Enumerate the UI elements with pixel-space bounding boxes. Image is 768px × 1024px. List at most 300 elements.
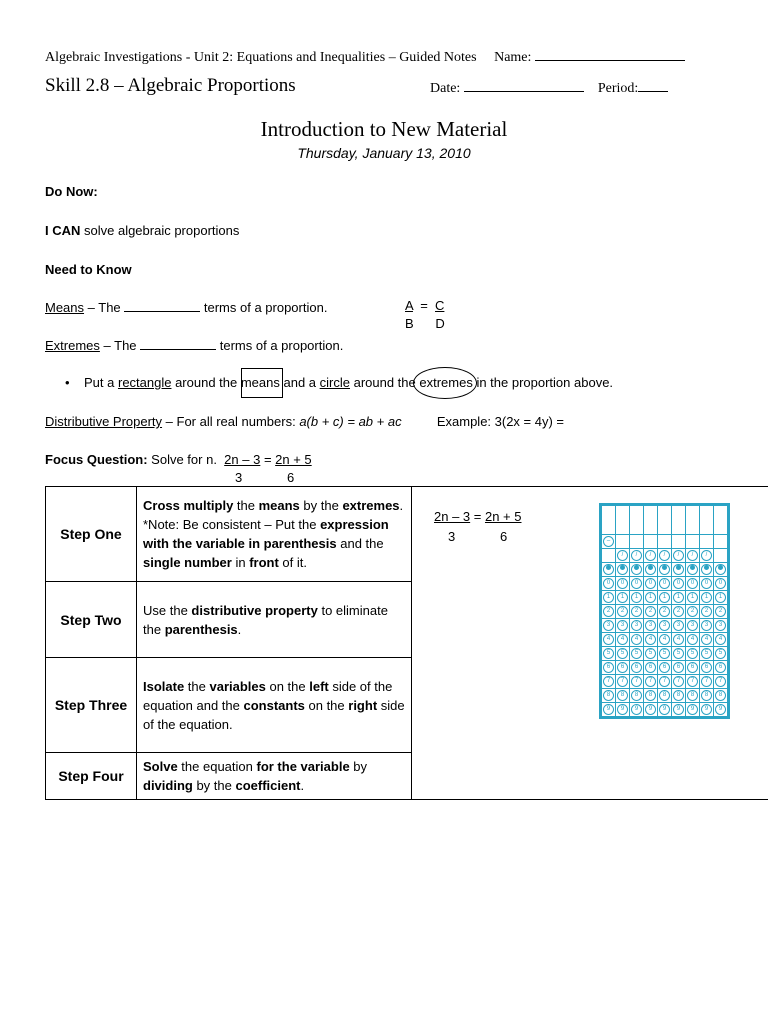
digit-bubble: 5 — [701, 648, 712, 659]
grid-cell[interactable] — [616, 535, 630, 549]
grid-cell[interactable] — [616, 549, 630, 563]
grid-cell[interactable] — [686, 633, 700, 647]
digit-bubble: 5 — [659, 648, 670, 659]
grid-cell[interactable] — [616, 605, 630, 619]
distributive-property — [45, 414, 564, 429]
grid-cell[interactable] — [714, 647, 728, 661]
means-post: terms of a proportion. — [200, 300, 328, 315]
digit-bubble: 3 — [659, 620, 670, 631]
grid-decimal-row — [602, 563, 728, 577]
grid-cell[interactable] — [616, 661, 630, 675]
digit-bubble: 9 — [617, 704, 628, 715]
grid-cell[interactable] — [630, 619, 644, 633]
grid-cell[interactable] — [630, 605, 644, 619]
step-three-label: Step Three — [46, 658, 137, 753]
digit-bubble: 7 — [603, 676, 614, 687]
grid-cell[interactable] — [602, 591, 616, 605]
grid-cell[interactable] — [700, 703, 714, 717]
grid-cell[interactable] — [630, 577, 644, 591]
digit-bubble: 6 — [701, 662, 712, 673]
i-can — [45, 223, 239, 238]
focus-label: Focus Question: — [45, 452, 148, 467]
grid-cell[interactable] — [644, 563, 658, 577]
distributive-example: Example: 3(2x = 4y) = — [436, 414, 565, 429]
grid-cell[interactable] — [616, 703, 630, 717]
digit-bubble: 9 — [631, 704, 642, 715]
grid-cell[interactable] — [686, 703, 700, 717]
name-field[interactable] — [535, 47, 685, 61]
grid-digit-row — [602, 591, 728, 605]
digit-bubble: 0 — [645, 578, 656, 589]
grid-cell[interactable] — [700, 661, 714, 675]
grid-cell[interactable] — [658, 549, 672, 563]
grid-digit-row — [602, 689, 728, 703]
grid-cell[interactable] — [700, 577, 714, 591]
decimal-bubble — [687, 564, 698, 575]
focus-equals: = — [260, 452, 276, 467]
digit-bubble: 2 — [659, 606, 670, 617]
grid-cell[interactable] — [644, 591, 658, 605]
digit-bubble: 5 — [617, 648, 628, 659]
grid-cell[interactable] — [714, 591, 728, 605]
grid-digit-row — [602, 675, 728, 689]
grid-cell[interactable] — [658, 675, 672, 689]
i-can-text: solve algebraic proportions — [80, 223, 240, 238]
grid-cell[interactable] — [644, 577, 658, 591]
step-one-label: Step One — [46, 487, 137, 582]
grid-cell[interactable] — [602, 633, 616, 647]
work-equals: = — [470, 509, 485, 524]
grid-cell[interactable] — [602, 703, 616, 717]
slash-bubble: / — [645, 550, 656, 561]
grid-cell[interactable] — [658, 647, 672, 661]
focus-denominator-left: 3 — [235, 470, 243, 485]
work-denominator-left: 3 — [448, 529, 456, 544]
grid-cell[interactable] — [630, 675, 644, 689]
grid-cell[interactable] — [672, 605, 686, 619]
step-two-label: Step Two — [46, 582, 137, 658]
digit-bubble: 9 — [715, 704, 726, 715]
grid-digit-row — [602, 647, 728, 661]
grid-cell[interactable] — [644, 661, 658, 675]
grid-entry-row — [602, 506, 728, 535]
bullet-dot: • — [65, 375, 70, 390]
decimal-bubble — [673, 564, 684, 575]
digit-bubble: 7 — [701, 676, 712, 687]
grid-cell[interactable] — [672, 633, 686, 647]
grid-cell[interactable] — [616, 675, 630, 689]
grid-cell[interactable] — [700, 689, 714, 703]
digit-bubble: 7 — [617, 676, 628, 687]
digit-bubble: 6 — [617, 662, 628, 673]
date-field[interactable] — [464, 79, 584, 92]
digit-bubble: 8 — [687, 690, 698, 701]
digit-bubble: 8 — [603, 690, 614, 701]
page-title: Introduction to New Material — [260, 117, 508, 141]
digit-bubble: 2 — [687, 606, 698, 617]
grid-cell[interactable] — [616, 563, 630, 577]
digit-bubble: 5 — [715, 648, 726, 659]
digit-bubble: 0 — [603, 578, 614, 589]
grid-cell[interactable] — [700, 675, 714, 689]
grid-cell[interactable] — [602, 605, 616, 619]
digit-bubble: 4 — [603, 634, 614, 645]
slash-bubble: / — [631, 550, 642, 561]
grid-cell[interactable] — [714, 703, 728, 717]
digit-bubble: 8 — [701, 690, 712, 701]
grid-digit-row — [602, 605, 728, 619]
grid-cell[interactable] — [658, 535, 672, 549]
grid-digit-row — [602, 619, 728, 633]
focus-text: Solve for n. — [147, 452, 217, 467]
grid-cell[interactable] — [672, 703, 686, 717]
work-numerator-right: 2n + 5 — [484, 509, 522, 524]
decimal-bubble — [603, 564, 614, 575]
grid-cell[interactable] — [602, 535, 616, 549]
course-title: Algebraic Investigations - Unit 2: Equations and Inequalities – Guided Notes — [45, 50, 477, 65]
grid-cell[interactable] — [686, 605, 700, 619]
slash-bubble: / — [673, 550, 684, 561]
ratio-top: A = C — [405, 298, 445, 313]
extremes-post: terms of a proportion. — [216, 338, 344, 353]
grid-cell[interactable] — [630, 661, 644, 675]
grid-cell[interactable] — [644, 675, 658, 689]
grid-cell[interactable] — [616, 577, 630, 591]
grid-cell[interactable] — [658, 661, 672, 675]
digit-bubble: 9 — [659, 704, 670, 715]
digit-bubble: 8 — [617, 690, 628, 701]
digit-bubble: 0 — [701, 578, 712, 589]
digit-bubble: 4 — [645, 634, 656, 645]
digit-bubble: 3 — [631, 620, 642, 631]
digit-bubble: 2 — [645, 606, 656, 617]
grid-cell[interactable] — [714, 689, 728, 703]
grid-cell[interactable] — [602, 506, 616, 535]
bullet-text-a: Put a — [84, 375, 118, 390]
grid-cell[interactable] — [700, 549, 714, 563]
grid-cell[interactable] — [616, 647, 630, 661]
distributive-text: – For all real numbers: — [162, 414, 300, 429]
rectangle-word: rectangle — [117, 375, 172, 390]
grid-cell[interactable] — [658, 619, 672, 633]
grid-cell[interactable] — [700, 647, 714, 661]
grid-cell[interactable] — [658, 591, 672, 605]
digit-bubble: 4 — [631, 634, 642, 645]
digit-bubble: 4 — [715, 634, 726, 645]
grid-cell[interactable] — [630, 506, 644, 535]
digit-bubble: 1 — [687, 592, 698, 603]
digit-bubble: 1 — [603, 592, 614, 603]
work-numerator-left: 2n – 3 — [434, 509, 471, 524]
grid-cell[interactable] — [686, 591, 700, 605]
grid-cell[interactable] — [672, 689, 686, 703]
digit-bubble: 8 — [673, 690, 684, 701]
need-to-know: Need to Know — [45, 262, 132, 277]
digit-bubble: 6 — [673, 662, 684, 673]
grid-cell[interactable] — [630, 591, 644, 605]
grid-cell[interactable] — [686, 675, 700, 689]
step-two-text: Use the distributive property to eliminate the parenthesis. — [137, 582, 412, 658]
digit-bubble: 7 — [687, 676, 698, 687]
grid-cell[interactable] — [644, 549, 658, 563]
focus-denominator-right: 6 — [287, 470, 295, 485]
bullet-instruction — [65, 375, 613, 390]
focus-question — [45, 452, 312, 467]
grid-cell[interactable] — [672, 591, 686, 605]
digit-bubble: 4 — [687, 634, 698, 645]
decimal-bubble — [631, 564, 642, 575]
grid-cell[interactable] — [602, 647, 616, 661]
digit-bubble: 9 — [603, 704, 614, 715]
grid-cell[interactable] — [630, 633, 644, 647]
grid-cell[interactable] — [686, 563, 700, 577]
grid-cell[interactable] — [714, 605, 728, 619]
grid-cell[interactable] — [644, 689, 658, 703]
digit-bubble: 2 — [715, 606, 726, 617]
slash-bubble: / — [659, 550, 670, 561]
proportion-example — [405, 298, 455, 331]
grid-digit-row — [602, 703, 728, 717]
answer-grid-table — [601, 505, 728, 717]
grid-cell[interactable] — [644, 633, 658, 647]
grid-cell[interactable] — [686, 549, 700, 563]
grid-cell[interactable] — [686, 689, 700, 703]
ratio-bottom: B D — [405, 316, 445, 331]
digit-bubble: 7 — [659, 676, 670, 687]
focus-numerator-left: 2n – 3 — [224, 452, 261, 467]
digit-bubble: 6 — [631, 662, 642, 673]
distributive-formula: a(b + c) = ab + ac — [299, 414, 402, 429]
grid-cell[interactable] — [700, 591, 714, 605]
digit-bubble: 8 — [715, 690, 726, 701]
distributive-term: Distributive Property — [45, 414, 163, 429]
digit-bubble: 2 — [617, 606, 628, 617]
grid-cell[interactable] — [644, 506, 658, 535]
grid-cell[interactable] — [672, 661, 686, 675]
digit-bubble: 0 — [673, 578, 684, 589]
grid-cell[interactable] — [714, 661, 728, 675]
grid-cell[interactable] — [672, 549, 686, 563]
grid-cell[interactable] — [644, 703, 658, 717]
grid-cell[interactable] — [686, 506, 700, 535]
grid-cell[interactable] — [658, 577, 672, 591]
grid-cell[interactable] — [672, 619, 686, 633]
grid-cell[interactable] — [672, 577, 686, 591]
extremes-definition — [45, 338, 343, 353]
digit-bubble: 1 — [715, 592, 726, 603]
slash-bubble: / — [701, 550, 712, 561]
focus-numerator-right: 2n + 5 — [275, 452, 312, 467]
circle-word: circle — [319, 375, 350, 390]
digit-bubble: 5 — [687, 648, 698, 659]
digit-bubble: 6 — [687, 662, 698, 673]
grid-cell[interactable] — [700, 605, 714, 619]
grid-digit-row — [602, 661, 728, 675]
digit-bubble: 5 — [631, 648, 642, 659]
digit-bubble: 6 — [645, 662, 656, 673]
digit-bubble: 0 — [617, 578, 628, 589]
work-equation — [434, 509, 522, 524]
grid-cell[interactable] — [686, 535, 700, 549]
digit-bubble: 1 — [673, 592, 684, 603]
digit-bubble: 5 — [673, 648, 684, 659]
grid-cell[interactable] — [630, 563, 644, 577]
grid-cell[interactable] — [686, 619, 700, 633]
grid-cell[interactable] — [700, 619, 714, 633]
digit-bubble: 3 — [715, 620, 726, 631]
digit-bubble: 3 — [617, 620, 628, 631]
decimal-bubble — [617, 564, 628, 575]
step-four-label: Step Four — [46, 753, 137, 800]
grid-cell[interactable] — [630, 689, 644, 703]
grid-cell[interactable] — [700, 506, 714, 535]
grid-cell[interactable] — [686, 577, 700, 591]
digit-bubble: 3 — [645, 620, 656, 631]
slash-bubble: / — [617, 550, 628, 561]
digit-bubble: 9 — [701, 704, 712, 715]
grid-cell[interactable] — [644, 647, 658, 661]
date-period — [430, 79, 668, 97]
digit-bubble: 7 — [631, 676, 642, 687]
digit-bubble: 3 — [603, 620, 614, 631]
grid-cell[interactable] — [714, 633, 728, 647]
grid-cell[interactable] — [658, 689, 672, 703]
grid-cell[interactable] — [714, 563, 728, 577]
digit-bubble: 0 — [687, 578, 698, 589]
grid-cell[interactable] — [630, 535, 644, 549]
grid-cell[interactable] — [672, 506, 686, 535]
digit-bubble: 1 — [701, 592, 712, 603]
grid-cell[interactable] — [602, 675, 616, 689]
digit-bubble: 0 — [715, 578, 726, 589]
digit-bubble: 3 — [701, 620, 712, 631]
grid-cell[interactable] — [602, 689, 616, 703]
period-label: Period: — [597, 81, 639, 96]
grid-cell[interactable] — [714, 506, 728, 535]
grid-cell[interactable] — [714, 675, 728, 689]
period-field[interactable] — [638, 79, 668, 92]
minus-bubble: – — [603, 536, 614, 547]
grid-cell[interactable] — [616, 633, 630, 647]
digit-bubble: 7 — [645, 676, 656, 687]
digit-bubble: 9 — [673, 704, 684, 715]
grid-cell[interactable] — [672, 647, 686, 661]
grid-minus-row — [602, 535, 728, 549]
answer-grid[interactable] — [599, 503, 730, 719]
digit-bubble: 4 — [701, 634, 712, 645]
digit-bubble: 5 — [645, 648, 656, 659]
digit-bubble: 9 — [687, 704, 698, 715]
decimal-bubble — [701, 564, 712, 575]
grid-cell[interactable] — [714, 619, 728, 633]
do-now: Do Now: — [45, 184, 98, 199]
digit-bubble: 5 — [603, 648, 614, 659]
digit-bubble: 1 — [645, 592, 656, 603]
grid-cell[interactable] — [658, 506, 672, 535]
digit-bubble: 3 — [687, 620, 698, 631]
digit-bubble: 2 — [603, 606, 614, 617]
digit-bubble: 3 — [673, 620, 684, 631]
bullet-text-b: around the means and a — [171, 375, 320, 390]
grid-cell[interactable] — [700, 563, 714, 577]
grid-cell[interactable] — [714, 535, 728, 549]
grid-cell[interactable] — [602, 549, 616, 563]
digit-bubble: 6 — [659, 662, 670, 673]
decimal-bubble — [715, 564, 726, 575]
digit-bubble: 0 — [659, 578, 670, 589]
digit-bubble: 7 — [715, 676, 726, 687]
grid-cell[interactable] — [602, 619, 616, 633]
grid-cell[interactable] — [658, 633, 672, 647]
digit-bubble: 4 — [659, 634, 670, 645]
means-term: Means — [45, 300, 85, 315]
rectangle-drawing — [241, 368, 283, 398]
grid-digit-row — [602, 577, 728, 591]
grid-cell[interactable] — [630, 703, 644, 717]
grid-cell[interactable] — [644, 605, 658, 619]
grid-cell[interactable] — [672, 675, 686, 689]
grid-cell[interactable] — [686, 647, 700, 661]
step-four-text: Solve the equation for the variable by dividing by the coefficient. — [137, 753, 412, 800]
grid-cell[interactable] — [602, 577, 616, 591]
grid-cell[interactable] — [630, 647, 644, 661]
grid-cell[interactable] — [616, 689, 630, 703]
extremes-blank[interactable] — [140, 338, 216, 350]
means-blank[interactable] — [124, 300, 200, 312]
extremes-pre: – The — [99, 338, 141, 353]
grid-cell[interactable] — [602, 563, 616, 577]
digit-bubble: 7 — [673, 676, 684, 687]
circle-drawing — [413, 367, 477, 399]
grid-cell[interactable] — [714, 577, 728, 591]
digit-bubble: 8 — [659, 690, 670, 701]
course-header — [45, 47, 685, 66]
decimal-bubble — [645, 564, 656, 575]
grid-cell[interactable] — [672, 563, 686, 577]
digit-bubble: 6 — [603, 662, 614, 673]
digit-bubble: 9 — [645, 704, 656, 715]
grid-cell[interactable] — [686, 661, 700, 675]
grid-cell[interactable] — [616, 506, 630, 535]
bullet-text-c: around the extremes in the proportion above. — [349, 375, 614, 390]
digit-bubble: 2 — [701, 606, 712, 617]
grid-cell[interactable] — [672, 535, 686, 549]
grid-cell[interactable] — [714, 549, 728, 563]
name-label: Name: — [494, 50, 532, 65]
means-definition — [45, 300, 327, 315]
grid-cell[interactable] — [644, 619, 658, 633]
grid-cell[interactable] — [700, 535, 714, 549]
grid-cell[interactable] — [602, 661, 616, 675]
grid-cell[interactable] — [700, 633, 714, 647]
extremes-term: Extremes — [45, 338, 100, 353]
grid-cell[interactable] — [658, 563, 672, 577]
grid-cell[interactable] — [616, 591, 630, 605]
digit-bubble: 0 — [631, 578, 642, 589]
slash-bubble: / — [687, 550, 698, 561]
skill-title: Skill 2.8 – Algebraic Proportions — [45, 75, 296, 96]
grid-cell[interactable] — [658, 605, 672, 619]
grid-cell[interactable] — [630, 549, 644, 563]
digit-bubble: 8 — [631, 690, 642, 701]
step-one-text: Cross multiply the means by the extremes. *Note: Be consistent – Put the expression with the variable in parenthesis and the single number in front of it. — [137, 487, 412, 582]
grid-cell[interactable] — [616, 619, 630, 633]
grid-cell[interactable] — [644, 535, 658, 549]
grid-cell[interactable] — [658, 703, 672, 717]
digit-bubble: 2 — [631, 606, 642, 617]
decimal-bubble — [659, 564, 670, 575]
lesson-date: Thursday, January 13, 2010 — [297, 145, 471, 161]
